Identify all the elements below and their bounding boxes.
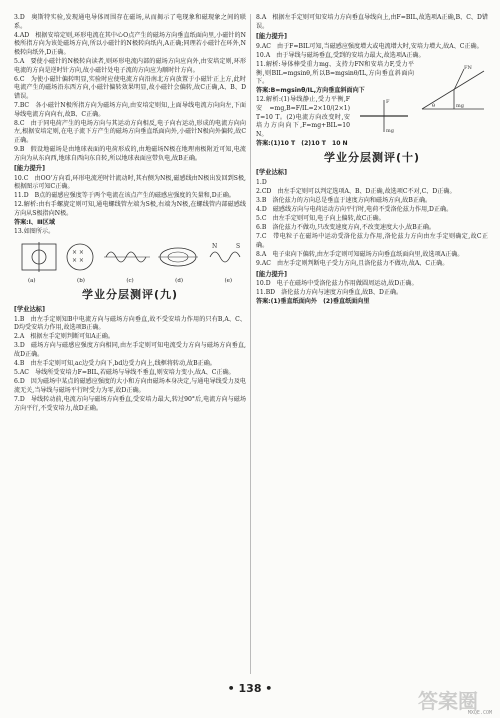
right-answer-item: 4.D 磁感线方向与电荷运动方向平行时,电荷不受洛伦兹力作用,D正确。 [256, 205, 453, 213]
answer-11-result: 答案:B=mgsinθ/IL,方向垂直斜面向下 [256, 87, 365, 95]
right-answer-item: 9.AC 由于F=BIL可知,当磁感应强度增大或电流增大时,安培力增大,故A、C正确。 [256, 42, 483, 50]
left-answer-item: 10.C 由OO'方向看,环形电流逆时针流动时,其右侧为N极,磁感线由N极出发回到S极,根据图示可知C正确。 [14, 174, 246, 191]
watermark-site: MXQE.COM [467, 710, 492, 716]
magnetic-field-figures [14, 240, 252, 276]
right-ability-heading-2: [能力提升] [256, 270, 287, 278]
figure-label: (e) [224, 277, 232, 284]
right-answers-mid [256, 43, 488, 61]
figure-label: (d) [175, 277, 183, 284]
right-answers-bottom [256, 179, 488, 269]
svg-text:答案圈: 答案圈 [418, 689, 478, 713]
svg-text:mg: mg [456, 102, 464, 109]
right-answer-item: 11.BD 洛伦兹力方向与速度方向垂直,故B、D正确。 [256, 289, 403, 297]
left-column [14, 14, 246, 414]
right-answer-item: 10.A 由于导线与磁场垂直,受到的安培力最大,故选项A正确。 [256, 51, 425, 59]
left-answer-item: 4.AD 根据安培定则,环形电流在其中心O点产生的磁场方向垂直纸面向里,小磁针的N极所指方向为该处磁场方向,所以小磁针的N极转向纸内,A正确;同理若小磁针在环外,N极转向纸外,D正确。 [14, 31, 246, 56]
left-basic-heading: [学业达标] [14, 306, 45, 314]
left-answer-item: 8.C 由于同电荷产生的电场方向与其运动方向相反,电子向右运动,形成的电流方向向左,根据安培定则,在电子流下方产生的磁场方向垂直纸面向外,小磁针N极向外偏转,故C正确。 [14, 119, 246, 144]
svg-text:θ: θ [432, 102, 436, 109]
figure-d [158, 248, 198, 266]
svg-text:N: N [212, 242, 218, 250]
answer-11: 11.解析:导体棒受重力mg、支持力FN和安培力F,受力平衡,则BIL=mgsinθ,所以B=mgsinθ/IL,方向垂直斜面向下。 [256, 60, 414, 86]
answer-12-right: 12.解析:(1)导线静止,受力平衡,F安=mg,B=F/IL=2×10/(2×1) T=10 T。(2)电流方向改变时,安培力方向向下,F=mg+BIL=10 N。 [256, 96, 350, 138]
right-answer-item: 1.D [256, 178, 267, 186]
right-basic-heading: [学业达标] [256, 169, 287, 176]
left-answer-item: 12.解析:由右手螺旋定则可知,通电螺线管左端为S极,右端为N极,在螺线管内部磁感线方向从S极指向N极。 [14, 201, 246, 218]
answer-13-result: 答案:(1)垂直纸面向外 (2)垂直纸面向里 [256, 298, 370, 306]
left-answer-item: 2.A 根据左手定则判断可知A正确。 [14, 333, 114, 341]
section-title-nine: 学业分层测评(九) [81, 288, 179, 302]
left-answer-item: 3.D 奥斯特实验,发现通电导体周围存在磁场,从而揭示了电现象和磁现象之间的联系。 [14, 14, 246, 30]
right-answer-item: 8.A 电子束向下偏转,由左手定则可知磁场方向垂直纸面向里,故选项A正确。 [256, 250, 464, 258]
right-answer-item: 6.B 洛伦兹力不做功,只改变速度方向,不改变速度大小,故B正确。 [256, 224, 436, 232]
column-divider [250, 14, 251, 674]
right-answers-top [256, 14, 488, 31]
svg-text:mg: mg [386, 128, 394, 135]
left-answers-bottom [14, 316, 246, 414]
left-answer-item: 5.A 要使小磁针的N极转向读者,则环形电流内部的磁场方向应向外,由安培定则,环形电流的方向是逆时针方向,故小磁针处电子流的方向应为顺时针方向。 [14, 57, 246, 74]
left-answer-item: 7.D 导线转动前,电流方向与磁场方向垂直,受安培力最大,转过90°后,电流方向与磁场方向平行,不受安培力,故D正确。 [14, 395, 246, 412]
right-answer-item: 7.C 带电粒子在磁场中运动受洛伦兹力作用,洛伦兹力方向由左手定则确定,故C正确。 [256, 233, 488, 249]
left-answer-item: 6.D 因为磁场中某点的磁感应强度的大小和方向由磁场本身决定,与通电导线受力及电流无关,当导线与磁场平行时受力为零,故D正确。 [14, 378, 247, 394]
right-answer-item: 2.CD 由左手定则可以判定选项A、B、D正确,故选项C不对,C、D正确。 [256, 187, 456, 195]
figure-label: (c) [126, 277, 134, 284]
svg-text:F: F [386, 99, 390, 106]
right-column [256, 14, 488, 307]
left-answer-item: 1.B 由左手定则知B中电流方向与磁场方向垂直,故不受安培力作用的只有B,A、C、D均受安培力作用,故选项B正确。 [14, 315, 246, 332]
left-answer-item: 7.BC 各小磁针N极所指方向为磁场方向,由安培定则知,上面导线电流方向向左,下面导线电流方向向右,故B、C正确。 [14, 101, 246, 118]
left-answers-top [14, 14, 246, 163]
rod-force-diagram [354, 96, 414, 136]
figure-c [104, 252, 150, 262]
left-answer-item: 3.D 磁场方向与磁感应强度方向相同,由左手定则可知电流受力方向与磁场方向垂直,故D正确。 [14, 342, 246, 358]
right-answer-item: 3.B 洛伦兹力的方向总是垂直于速度方向和磁场方向,故B正确。 [256, 196, 432, 204]
svg-text:S: S [236, 242, 241, 250]
figure-a [22, 242, 56, 272]
figure-b [67, 244, 93, 270]
answer-12: 答案:Ⅰ、Ⅲ区域 [14, 219, 55, 227]
right-ability-heading: [能力提升] [256, 33, 287, 41]
figure-label: (b) [77, 277, 85, 284]
left-answer-item: 9.B 假设地磁场是由地球表面的电荷形成的,由地磁场N极在地理南极附近可知,电流方向为从东向西,地球自西向东自转,所以地球表面应带负电,故B正确。 [14, 145, 246, 162]
right-answer-item: 9.AC 由左手定则判断电子受力方向,且洛伦兹力不做功,故A、C正确。 [256, 259, 449, 267]
right-answer-item: 8.A 根据左手定则可知安培力方向垂直导线向上,由F=BIL,故选项A正确,B、C、D错误。 [256, 14, 488, 30]
left-answer-item: 5.AC 导线所受安培力F=BIL,若磁场与导线不垂直,则安培力变小,故A、C正确。 [14, 369, 235, 377]
incline-force-diagram [418, 61, 488, 113]
figure-captions [14, 277, 246, 286]
right-answer-item: 10.D 电子在磁场中受洛伦兹力作用做圆周运动,故D正确。 [256, 280, 418, 288]
svg-text:× ×: × × [72, 248, 84, 256]
page-number: • 138 • [227, 682, 273, 695]
right-answer-item: 5.C 由左手定则可知,电子向上偏转,故C正确。 [256, 214, 385, 222]
left-answer-item: 6.C 为使小磁针偏转明显,实验时应使电流方向沿南北方向放置于小磁针正上方,此时电流产生的磁场沿东西方向,小磁针偏转效果明显,故小磁针会偏转,故C正确,A、B、D错误。 [14, 75, 246, 100]
svg-text:× ×: × × [72, 256, 84, 264]
figure-e [210, 243, 240, 262]
left-answer-item: 4.B 由左手定则可知,ac边受力向下,bd边受力向上,线框将转动,故B正确。 [14, 360, 216, 368]
left-answer-item: 11.D B点的磁感应强度等于两个电流在该点产生的磁感应强度的矢量和,D正确。 [14, 192, 235, 200]
figure-label: (a) [28, 277, 36, 284]
left-answers-mid [14, 175, 246, 219]
item-13: 13.如图所示。 [14, 228, 55, 236]
right-answers-end [256, 280, 488, 298]
left-ability-heading: [能力提升] [14, 165, 45, 173]
svg-text:FN: FN [464, 64, 472, 71]
section-title-ten: 学业分层测评(十) [323, 151, 421, 165]
answer-12-result: 答案:(1)10 T (2)10 T 10 N [256, 139, 348, 147]
